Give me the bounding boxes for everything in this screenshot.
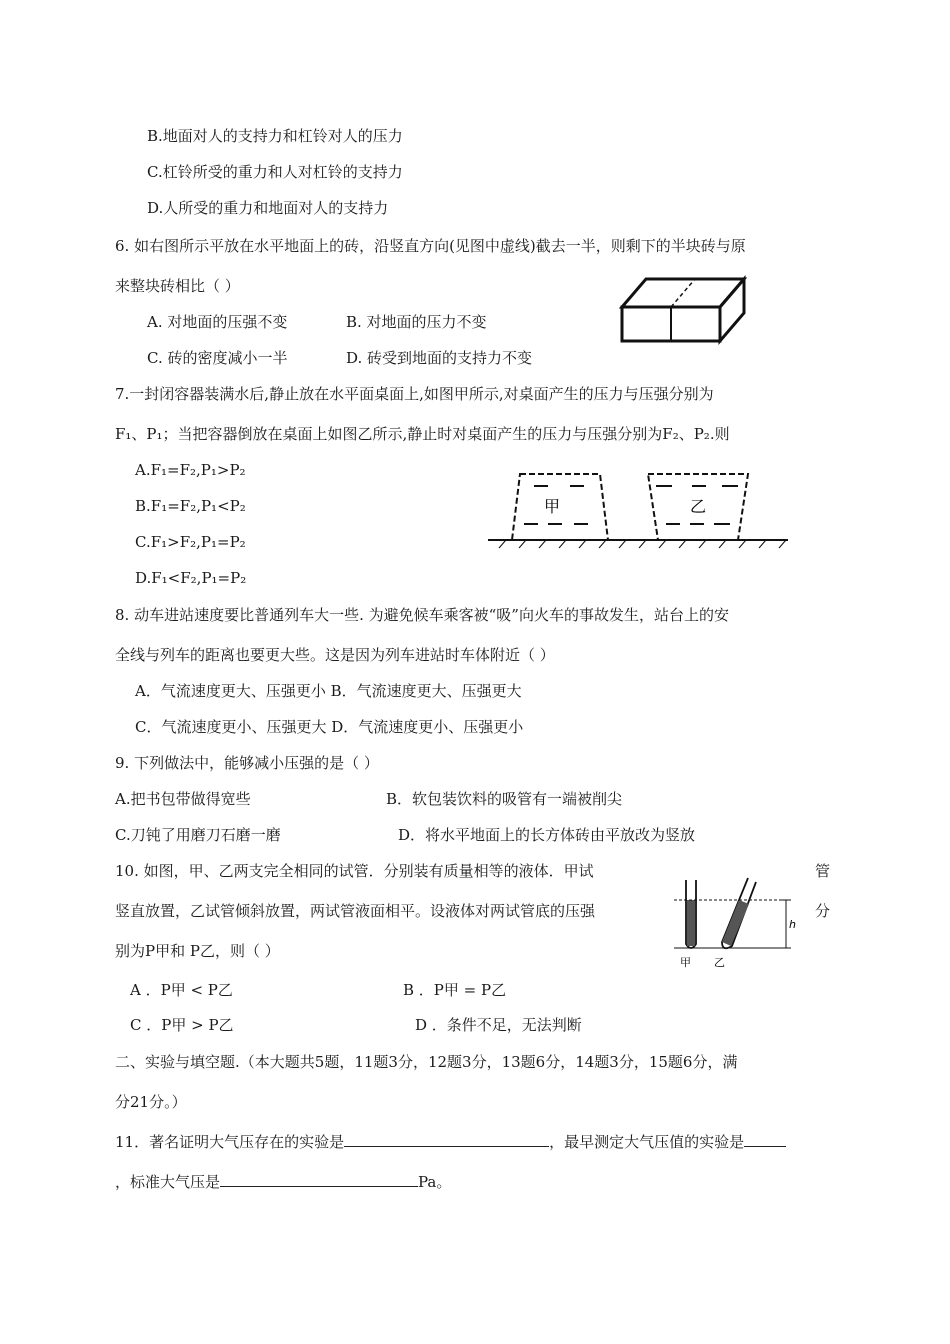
q11-text-part1: 11．著名证明大气压存在的实验是	[115, 1133, 345, 1151]
q11-line1	[115, 1130, 786, 1152]
q8-options-cd: C．气流速度更小、压强更大 D．气流速度更小、压强更小	[135, 718, 524, 736]
q10-option-a: A ．P甲 < P乙	[130, 981, 233, 999]
q8-stem-line1: 8. 动车进站速度要比普通列车大一些. 为避免候车乘客被“吸”向火车的事故发生，站台上的安	[115, 606, 729, 624]
q7-option-c: C.F₁>F₂,P₁=P₂	[135, 533, 246, 551]
q6-option-b: B. 对地面的压力不变	[346, 313, 487, 331]
q11-text-part2: ，最早测定大气压值的实验是	[549, 1133, 745, 1151]
q11-blank-2[interactable]	[744, 1130, 786, 1147]
q10-option-c: C ．P甲 > P乙	[130, 1016, 234, 1034]
q9-option-b: B．软包装饮料的吸管有一端被削尖	[386, 790, 623, 808]
q6-option-d: D. 砖受到地面的支持力不变	[346, 349, 533, 367]
q7-fig-label-jia: 甲	[544, 497, 561, 516]
q10-fig-jia-label: 甲	[680, 956, 691, 969]
q6-stem-line2: 来整块砖相比（ ）	[115, 277, 240, 295]
q11-text-part3: ，标准大气压是	[115, 1173, 221, 1191]
q5-option-b: B.地面对人的支持力和杠铃对人的压力	[147, 127, 403, 145]
q6-option-c: C. 砖的密度减小一半	[147, 349, 288, 367]
q11-line2	[115, 1170, 451, 1192]
q11-text-part4: Pa。	[418, 1173, 452, 1191]
q10-stem-line1: 10. 如图，甲、乙两支完全相同的试管．分别装有质量相等的液体．甲试	[115, 862, 594, 880]
q10-fig-yi-label: 乙	[714, 956, 725, 969]
q8-stem-line2: 全线与列车的距离也要更大些。这是因为列车进站时车体附近（ ）	[115, 646, 555, 664]
q8-options-ab: A．气流速度更大、压强更小 B．气流速度更大、压强更大	[135, 682, 522, 700]
q10-fig-h-label: h	[789, 918, 796, 931]
q9-stem: 9. 下列做法中，能够减小压强的是（ ）	[115, 754, 379, 772]
q6-option-a: A. 对地面的压强不变	[147, 313, 288, 331]
q5-option-c: C.杠铃所受的重力和人对杠铃的支持力	[147, 163, 403, 181]
q7-option-a: A.F₁=F₂,P₁>P₂	[135, 461, 246, 479]
q7-fig-label-yi: 乙	[690, 497, 707, 516]
q7-stem-line1: 7.一封闭容器装满水后,静止放在水平面桌面上,如图甲所示,对桌面产生的压力与压强分别为	[115, 385, 714, 403]
q7-stem-line2: F₁、P₁；当把容器倒放在桌面上如图乙所示,静止时对桌面产生的压力与压强分别为F₂、P₂.则	[115, 425, 730, 443]
q10-stem-line1-end: 管	[815, 862, 831, 880]
section2-heading-line1: 二、实验与填空题.（本大题共5题，11题3分，12题3分，13题6分，14题3分，15题6分，满	[115, 1053, 738, 1071]
q11-blank-3[interactable]	[220, 1170, 418, 1187]
q6-stem-line1: 6. 如右图所示平放在水平地面上的砖，沿竖直方向(见图中虚线)截去一半，则剩下的半块砖与原	[115, 237, 746, 255]
q7-option-d: D.F₁<F₂,P₁=P₂	[135, 569, 247, 587]
q9-option-c: C.刀钝了用磨刀石磨一磨	[115, 826, 281, 844]
q10-stem-line3: 别为P甲和 P乙，则（ ）	[115, 942, 280, 960]
container-figure	[486, 468, 790, 552]
q11-blank-1[interactable]	[344, 1130, 549, 1147]
q7-option-b: B.F₁=F₂,P₁<P₂	[135, 497, 246, 515]
q5-option-d: D.人所受的重力和地面对人的支持力	[147, 199, 389, 217]
q9-option-a: A.把书包带做得宽些	[115, 790, 251, 808]
section2-heading-line2: 分21分。）	[115, 1093, 187, 1111]
q10-option-d: D ．条件不足，无法判断	[415, 1016, 582, 1034]
q10-stem-line2: 竖直放置，乙试管倾斜放置，两试管液面相平。设液体对两试管底的压强	[115, 902, 596, 920]
q9-option-d: D．将水平地面上的长方体砖由平放改为竖放	[398, 826, 696, 844]
q10-stem-line2-end: 分	[815, 902, 831, 920]
brick-figure	[618, 275, 748, 345]
test-tube-figure	[674, 876, 802, 972]
q10-option-b: B ．P甲 = P乙	[403, 981, 507, 999]
